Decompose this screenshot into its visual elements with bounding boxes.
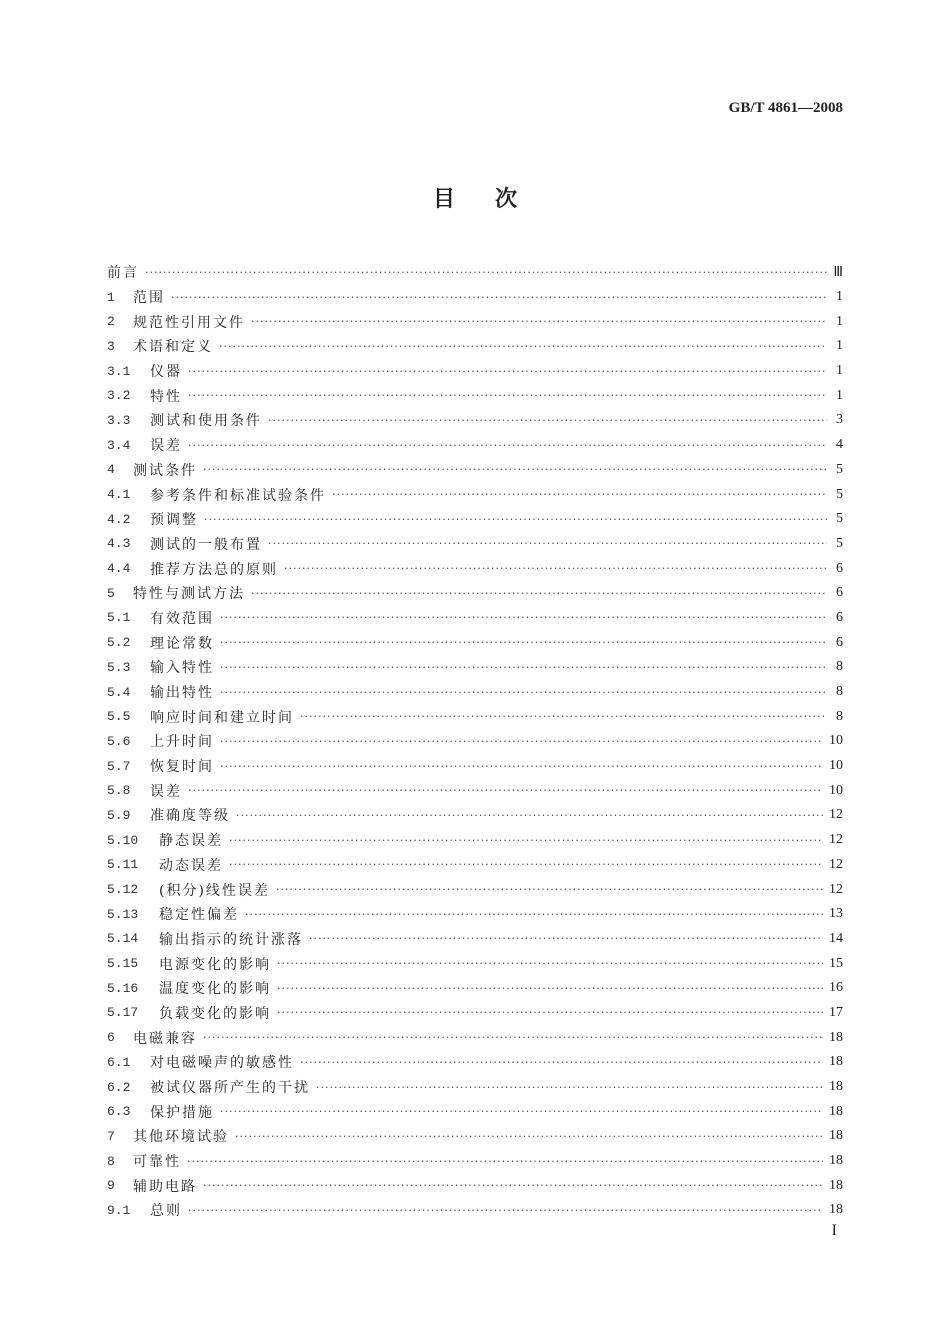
- toc-entry[interactable]: [107, 951, 843, 976]
- toc-entry[interactable]: [107, 803, 843, 828]
- toc-entry[interactable]: [107, 1124, 843, 1149]
- toc-entry-number: 4.2: [107, 511, 131, 527]
- toc-entry-number: 3.4: [107, 437, 131, 453]
- dot-leader: [300, 1056, 823, 1069]
- toc-entry[interactable]: [107, 556, 843, 581]
- toc-entry-number: 8: [107, 1153, 115, 1169]
- toc-entry-label: 静态误差: [159, 833, 223, 850]
- toc-entry-page: 18: [829, 1103, 843, 1119]
- toc-entry-page: 5: [836, 535, 843, 551]
- dot-leader: [187, 1155, 823, 1168]
- dot-leader: [251, 587, 827, 600]
- dot-leader: [309, 932, 823, 945]
- toc-entry-page: 12: [829, 856, 843, 872]
- toc-entry-label: 预调整: [150, 512, 198, 529]
- dot-leader: [203, 1031, 823, 1044]
- toc-entry[interactable]: [107, 778, 843, 803]
- toc-entry-number: 4: [107, 462, 115, 478]
- toc-entry-number: 2: [107, 314, 115, 330]
- toc-entry[interactable]: [107, 581, 843, 606]
- toc-entry[interactable]: [107, 285, 843, 310]
- toc-entry[interactable]: [107, 482, 843, 507]
- dot-leader: [236, 809, 823, 822]
- dot-leader: [277, 957, 823, 970]
- dot-leader: [284, 562, 827, 575]
- toc-entry[interactable]: [107, 383, 843, 408]
- toc-entry-number: 5.11: [107, 857, 139, 873]
- toc-entry-number: 6: [107, 1030, 115, 1046]
- toc-entry-label: 对电磁噪声的敏感性: [150, 1055, 294, 1072]
- toc-entry[interactable]: [107, 877, 843, 902]
- toc-entry-label: 动态误差: [159, 857, 223, 874]
- toc-entry-page: 5: [836, 486, 843, 502]
- toc-entry-label: 误差: [150, 438, 182, 455]
- toc-entry-page: 8: [836, 708, 843, 724]
- toc-entry-number: 5: [107, 585, 115, 601]
- toc-entry-number: 5.17: [107, 1005, 139, 1021]
- toc-entry-label: 温度变化的影响: [159, 981, 271, 998]
- toc-entry-page: 3: [836, 412, 843, 428]
- toc-entry-number: 3.1: [107, 363, 131, 379]
- toc-entry-label: (积分)线性误差: [159, 882, 270, 899]
- page-title: 目次: [432, 186, 557, 212]
- toc-entry[interactable]: [107, 828, 843, 853]
- dot-leader: [268, 414, 827, 427]
- toc-entry-label: 参考条件和标准试验条件: [150, 487, 326, 504]
- dot-leader: [188, 1204, 823, 1217]
- toc-entry-page: 6: [836, 634, 843, 650]
- toc-entry[interactable]: [107, 853, 843, 878]
- dot-leader: [188, 365, 827, 378]
- toc-entry-page: 18: [829, 1177, 843, 1193]
- toc-entry-number: 3: [107, 338, 115, 354]
- toc-entry-label: 输出指示的统计涨落: [159, 931, 303, 948]
- toc-entry-number: 5.12: [107, 882, 139, 898]
- dot-leader: [276, 883, 823, 896]
- toc-entry-label: 上升时间: [150, 734, 214, 751]
- dot-leader: [220, 611, 827, 624]
- toc-entry-number: 3.2: [107, 388, 131, 404]
- toc-entry-number: 5.4: [107, 684, 131, 700]
- toc-entry-number: 5.8: [107, 783, 131, 799]
- toc-entry-page: Ⅲ: [833, 264, 843, 280]
- dot-leader: [220, 636, 827, 649]
- toc-entry[interactable]: [107, 1001, 843, 1026]
- toc-entry-number: 5.15: [107, 956, 139, 972]
- toc-entry-page: 18: [829, 1202, 843, 1218]
- toc-entry[interactable]: [107, 655, 843, 680]
- toc-entry-label: 测试的一般布置: [150, 536, 262, 553]
- toc-entry-number: 5.3: [107, 659, 131, 675]
- toc-entry-number: 5.10: [107, 832, 139, 848]
- dot-leader: [300, 710, 827, 723]
- toc-entry[interactable]: [107, 260, 843, 285]
- dot-leader: [220, 661, 827, 674]
- dot-leader: [220, 686, 827, 699]
- toc-entry[interactable]: [107, 458, 843, 483]
- dot-leader: [245, 908, 823, 921]
- toc-entry-label: 准确度等级: [150, 808, 230, 825]
- toc-entry[interactable]: [107, 754, 843, 779]
- toc-entry-label: 辅助电路: [133, 1178, 197, 1195]
- toc-entry-label: 推荐方法总的原则: [150, 561, 278, 578]
- toc-entry[interactable]: [107, 680, 843, 705]
- toc-entry-number: 5.5: [107, 709, 131, 725]
- toc-entry-number: 5.7: [107, 758, 131, 774]
- toc-entry-label: 稳定性偏差: [159, 907, 239, 924]
- toc-entry-number: 5.2: [107, 635, 131, 651]
- toc-entry-page: 5: [836, 511, 843, 527]
- dot-leader: [188, 439, 827, 452]
- toc-entry-label: 可靠性: [133, 1154, 181, 1171]
- dot-leader: [204, 513, 827, 526]
- toc-entry-page: 18: [829, 1029, 843, 1045]
- toc-entry-label: 负载变化的影响: [159, 1005, 271, 1022]
- toc-entry-label: 响应时间和建立时间: [150, 709, 294, 726]
- dot-leader: [316, 1081, 823, 1094]
- toc-entry-page: 6: [836, 560, 843, 576]
- toc-entry-label: 其他环境试验: [133, 1129, 229, 1146]
- toc-entry-label: 测试条件: [133, 462, 197, 479]
- toc-entry-number: 9: [107, 1178, 115, 1194]
- dot-leader: [229, 834, 823, 847]
- toc-entry[interactable]: [107, 334, 843, 359]
- toc-entry-number: 1: [107, 289, 115, 305]
- toc-entry[interactable]: [107, 902, 843, 927]
- toc-entry-page: 13: [829, 906, 843, 922]
- dot-leader: [145, 266, 827, 279]
- toc-entry[interactable]: [107, 1149, 843, 1174]
- toc-entry-label: 仪器: [150, 364, 182, 381]
- dot-leader: [220, 760, 823, 773]
- toc-entry[interactable]: [107, 1050, 843, 1075]
- toc-entry-page: 1: [836, 387, 843, 403]
- toc-entry[interactable]: [107, 1075, 843, 1100]
- toc-entry-page: 12: [829, 832, 843, 848]
- dot-leader: [219, 340, 827, 353]
- toc-entry-page: 1: [836, 363, 843, 379]
- toc-entry[interactable]: [107, 1198, 843, 1223]
- toc-entry-page: 15: [829, 955, 843, 971]
- toc-entry-label: 前言: [107, 265, 139, 282]
- toc-entry-page: 4: [836, 437, 843, 453]
- toc-entry-page: 14: [829, 930, 843, 946]
- dot-leader: [229, 858, 823, 871]
- toc-entry-label: 特性与测试方法: [133, 586, 245, 603]
- dot-leader: [220, 735, 823, 748]
- toc-entry-page: 18: [829, 1079, 843, 1095]
- dot-leader: [332, 488, 827, 501]
- toc-entry[interactable]: [107, 1173, 843, 1198]
- toc-entry-page: 18: [829, 1153, 843, 1169]
- toc-entry-label: 输入特性: [150, 660, 214, 677]
- toc-entry-page: 18: [829, 1128, 843, 1144]
- toc-entry-label: 有效范围: [150, 610, 214, 627]
- toc-entry[interactable]: [107, 729, 843, 754]
- toc-entry-page: 8: [836, 659, 843, 675]
- toc-entry[interactable]: [107, 309, 843, 334]
- toc-entry[interactable]: [107, 433, 843, 458]
- toc-entry-label: 恢复时间: [150, 759, 214, 776]
- toc-entry-number: 4.1: [107, 487, 131, 503]
- toc-entry-number: 5.14: [107, 931, 139, 947]
- dot-leader: [188, 389, 827, 402]
- toc-entry[interactable]: [107, 976, 843, 1001]
- toc-entry-label: 保护措施: [150, 1104, 214, 1121]
- toc-entry-page: 12: [829, 881, 843, 897]
- toc-entry-number: 6.1: [107, 1054, 131, 1070]
- toc-entry-label: 特性: [150, 388, 182, 405]
- table-of-contents: [107, 260, 843, 1223]
- toc-entry-page: 10: [829, 758, 843, 774]
- toc-entry-number: 5.6: [107, 733, 131, 749]
- dot-leader: [188, 784, 823, 797]
- toc-entry[interactable]: [107, 532, 843, 557]
- toc-entry[interactable]: [107, 359, 843, 384]
- dot-leader: [203, 1179, 823, 1192]
- toc-entry[interactable]: [107, 606, 843, 631]
- toc-entry[interactable]: [107, 1099, 843, 1124]
- toc-entry-number: 6.2: [107, 1079, 131, 1095]
- toc-entry-page: 10: [829, 782, 843, 798]
- toc-entry-label: 电磁兼容: [133, 1030, 197, 1047]
- toc-entry-page: 12: [829, 807, 843, 823]
- toc-entry-label: 测试和使用条件: [150, 413, 262, 430]
- toc-entry-number: 4.4: [107, 561, 131, 577]
- dot-leader: [171, 291, 827, 304]
- toc-entry[interactable]: [107, 630, 843, 655]
- dot-leader: [251, 315, 827, 328]
- toc-entry-number: 7: [107, 1128, 115, 1144]
- dot-leader: [277, 1006, 823, 1019]
- toc-entry-label: 误差: [150, 783, 182, 800]
- page-number: I: [831, 1222, 837, 1239]
- toc-entry-page: 10: [829, 733, 843, 749]
- toc-entry-page: 1: [836, 313, 843, 329]
- standard-number: GB/T 4861—2008: [728, 100, 843, 116]
- toc-entry-page: 17: [829, 1004, 843, 1020]
- toc-entry-number: 5.16: [107, 980, 139, 996]
- dot-leader: [235, 1130, 823, 1143]
- toc-entry-page: 1: [836, 289, 843, 305]
- dot-leader: [277, 982, 823, 995]
- toc-entry-number: 5.13: [107, 906, 139, 922]
- toc-entry-number: 9.1: [107, 1202, 131, 1218]
- dot-leader: [203, 463, 827, 476]
- toc-entry-label: 输出特性: [150, 685, 214, 702]
- toc-entry-page: 1: [836, 338, 843, 354]
- toc-entry[interactable]: [107, 1025, 843, 1050]
- toc-entry-page: 6: [836, 585, 843, 601]
- toc-entry-label: 术语和定义: [133, 339, 213, 356]
- toc-entry-number: 5.1: [107, 610, 131, 626]
- dot-leader: [268, 537, 827, 550]
- toc-entry-label: 总则: [150, 1203, 182, 1220]
- toc-entry-page: 16: [829, 980, 843, 996]
- toc-entry-number: 5.9: [107, 807, 131, 823]
- dot-leader: [220, 1105, 823, 1118]
- toc-entry-page: 8: [836, 684, 843, 700]
- toc-entry[interactable]: [107, 507, 843, 532]
- toc-entry[interactable]: [107, 704, 843, 729]
- toc-entry-label: 范围: [133, 290, 165, 307]
- toc-entry-page: 18: [829, 1054, 843, 1070]
- toc-entry-page: 6: [836, 609, 843, 625]
- toc-entry-number: 3.3: [107, 412, 131, 428]
- toc-entry-label: 电源变化的影响: [159, 956, 271, 973]
- toc-entry-label: 理论常数: [150, 635, 214, 652]
- toc-entry-number: 6.3: [107, 1104, 131, 1120]
- toc-entry-page: 5: [836, 461, 843, 477]
- toc-entry-label: 被试仪器所产生的干扰: [150, 1080, 310, 1097]
- toc-entry-label: 规范性引用文件: [133, 314, 245, 331]
- toc-entry[interactable]: [107, 927, 843, 952]
- toc-entry-number: 4.3: [107, 536, 131, 552]
- toc-entry[interactable]: [107, 408, 843, 433]
